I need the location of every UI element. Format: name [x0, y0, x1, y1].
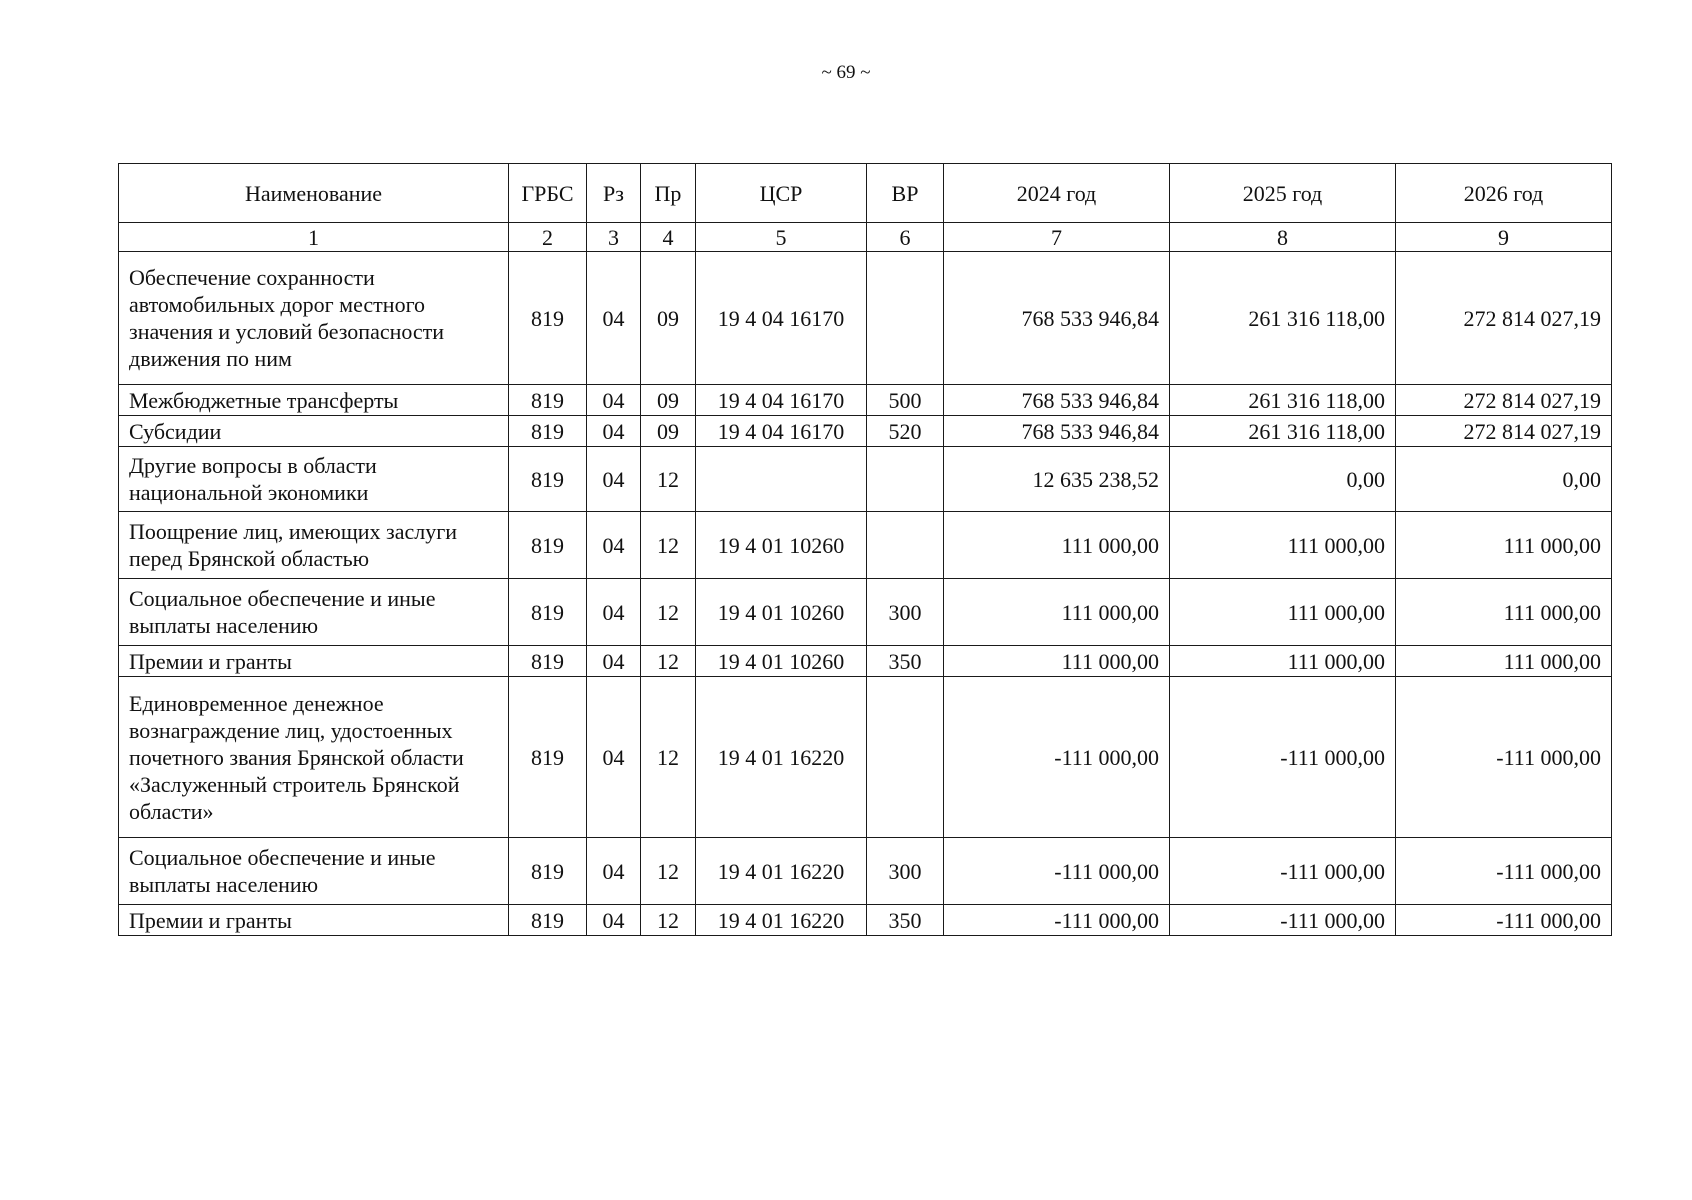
row-grbs: 819	[509, 905, 587, 936]
row-pr: 12	[641, 512, 696, 579]
row-2026: 111 000,00	[1396, 579, 1612, 646]
row-csr: 19 4 01 16220	[696, 838, 867, 905]
header-rz: Рз	[587, 164, 641, 223]
row-2025: 111 000,00	[1170, 579, 1396, 646]
row-vr: 500	[867, 385, 944, 416]
row-name: Обеспечение сохранности автомобильных дорог местного значения и условий безопасности движения по ним	[119, 252, 509, 385]
row-2024: -111 000,00	[944, 905, 1170, 936]
row-2024: 111 000,00	[944, 646, 1170, 677]
row-pr: 12	[641, 447, 696, 512]
row-2025: 261 316 118,00	[1170, 385, 1396, 416]
row-csr: 19 4 01 16220	[696, 677, 867, 838]
row-csr: 19 4 04 16170	[696, 416, 867, 447]
row-2026: -111 000,00	[1396, 838, 1612, 905]
row-2025: 0,00	[1170, 447, 1396, 512]
column-number: 3	[587, 223, 641, 252]
row-2026: 272 814 027,19	[1396, 252, 1612, 385]
page-number: ~ 69 ~	[821, 62, 871, 83]
row-csr: 19 4 01 10260	[696, 579, 867, 646]
row-2026: 272 814 027,19	[1396, 416, 1612, 447]
row-2025: -111 000,00	[1170, 677, 1396, 838]
row-vr	[867, 677, 944, 838]
row-csr: 19 4 01 10260	[696, 646, 867, 677]
column-number: 4	[641, 223, 696, 252]
header-2026: 2026 год	[1396, 164, 1612, 223]
row-pr: 12	[641, 579, 696, 646]
row-2024: 12 635 238,52	[944, 447, 1170, 512]
column-number-row	[119, 223, 1612, 252]
row-2024: -111 000,00	[944, 677, 1170, 838]
row-vr	[867, 447, 944, 512]
row-rz: 04	[587, 447, 641, 512]
column-number: 8	[1170, 223, 1396, 252]
table-row	[119, 385, 1612, 416]
row-rz: 04	[587, 677, 641, 838]
row-csr: 19 4 04 16170	[696, 385, 867, 416]
row-csr: 19 4 04 16170	[696, 252, 867, 385]
row-2026: 272 814 027,19	[1396, 385, 1612, 416]
row-name: Поощрение лиц, имеющих заслуги перед Брянской областью	[119, 512, 509, 579]
table-row	[119, 677, 1612, 838]
row-2025: 261 316 118,00	[1170, 252, 1396, 385]
table-row	[119, 838, 1612, 905]
row-pr: 09	[641, 385, 696, 416]
table-row	[119, 447, 1612, 512]
row-2026: 111 000,00	[1396, 646, 1612, 677]
row-grbs: 819	[509, 579, 587, 646]
row-2025: 111 000,00	[1170, 512, 1396, 579]
row-2024: -111 000,00	[944, 838, 1170, 905]
header-grbs: ГРБС	[509, 164, 587, 223]
row-vr	[867, 512, 944, 579]
column-number: 7	[944, 223, 1170, 252]
column-number: 5	[696, 223, 867, 252]
row-rz: 04	[587, 905, 641, 936]
row-2025: 261 316 118,00	[1170, 416, 1396, 447]
row-vr: 350	[867, 905, 944, 936]
header-csr: ЦСР	[696, 164, 867, 223]
table-row	[119, 416, 1612, 447]
row-name: Социальное обеспечение и иные выплаты населению	[119, 579, 509, 646]
row-rz: 04	[587, 838, 641, 905]
header-row	[119, 164, 1612, 223]
row-grbs: 819	[509, 838, 587, 905]
table-row	[119, 905, 1612, 936]
row-grbs: 819	[509, 385, 587, 416]
row-vr	[867, 252, 944, 385]
row-rz: 04	[587, 385, 641, 416]
row-name: Единовременное денежное вознаграждение лиц, удостоенных почетного звания Брянской области «Заслуженный строитель Брянской области»	[119, 677, 509, 838]
row-name: Субсидии	[119, 416, 509, 447]
row-name: Социальное обеспечение и иные выплаты населению	[119, 838, 509, 905]
row-pr: 12	[641, 905, 696, 936]
header-name: Наименование	[119, 164, 509, 223]
row-csr: 19 4 01 16220	[696, 905, 867, 936]
row-2026: 0,00	[1396, 447, 1612, 512]
row-2026: 111 000,00	[1396, 512, 1612, 579]
row-vr: 300	[867, 579, 944, 646]
header-vr: ВР	[867, 164, 944, 223]
row-2024: 768 533 946,84	[944, 416, 1170, 447]
row-2024: 111 000,00	[944, 512, 1170, 579]
row-rz: 04	[587, 416, 641, 447]
row-csr	[696, 447, 867, 512]
row-2024: 768 533 946,84	[944, 385, 1170, 416]
row-grbs: 819	[509, 512, 587, 579]
row-pr: 12	[641, 838, 696, 905]
row-csr: 19 4 01 10260	[696, 512, 867, 579]
row-vr: 520	[867, 416, 944, 447]
row-name: Другие вопросы в области национальной экономики	[119, 447, 509, 512]
row-pr: 09	[641, 252, 696, 385]
row-rz: 04	[587, 646, 641, 677]
row-rz: 04	[587, 512, 641, 579]
table-row	[119, 579, 1612, 646]
row-2025: 111 000,00	[1170, 646, 1396, 677]
row-rz: 04	[587, 579, 641, 646]
row-pr: 12	[641, 677, 696, 838]
row-rz: 04	[587, 252, 641, 385]
header-pr: Пр	[641, 164, 696, 223]
row-pr: 12	[641, 646, 696, 677]
row-2025: -111 000,00	[1170, 905, 1396, 936]
header-2024: 2024 год	[944, 164, 1170, 223]
row-vr: 300	[867, 838, 944, 905]
row-2025: -111 000,00	[1170, 838, 1396, 905]
table-row	[119, 512, 1612, 579]
row-2024: 111 000,00	[944, 579, 1170, 646]
row-pr: 09	[641, 416, 696, 447]
row-name: Межбюджетные трансферты	[119, 385, 509, 416]
budget-table	[118, 163, 1612, 936]
row-vr: 350	[867, 646, 944, 677]
table-row	[119, 252, 1612, 385]
row-grbs: 819	[509, 447, 587, 512]
column-number: 2	[509, 223, 587, 252]
row-grbs: 819	[509, 252, 587, 385]
row-name: Премии и гранты	[119, 646, 509, 677]
column-number: 9	[1396, 223, 1612, 252]
table-row	[119, 646, 1612, 677]
column-number: 1	[119, 223, 509, 252]
row-name: Премии и гранты	[119, 905, 509, 936]
header-2025: 2025 год	[1170, 164, 1396, 223]
row-grbs: 819	[509, 416, 587, 447]
row-grbs: 819	[509, 646, 587, 677]
row-2024: 768 533 946,84	[944, 252, 1170, 385]
column-number: 6	[867, 223, 944, 252]
row-2026: -111 000,00	[1396, 677, 1612, 838]
row-2026: -111 000,00	[1396, 905, 1612, 936]
row-grbs: 819	[509, 677, 587, 838]
